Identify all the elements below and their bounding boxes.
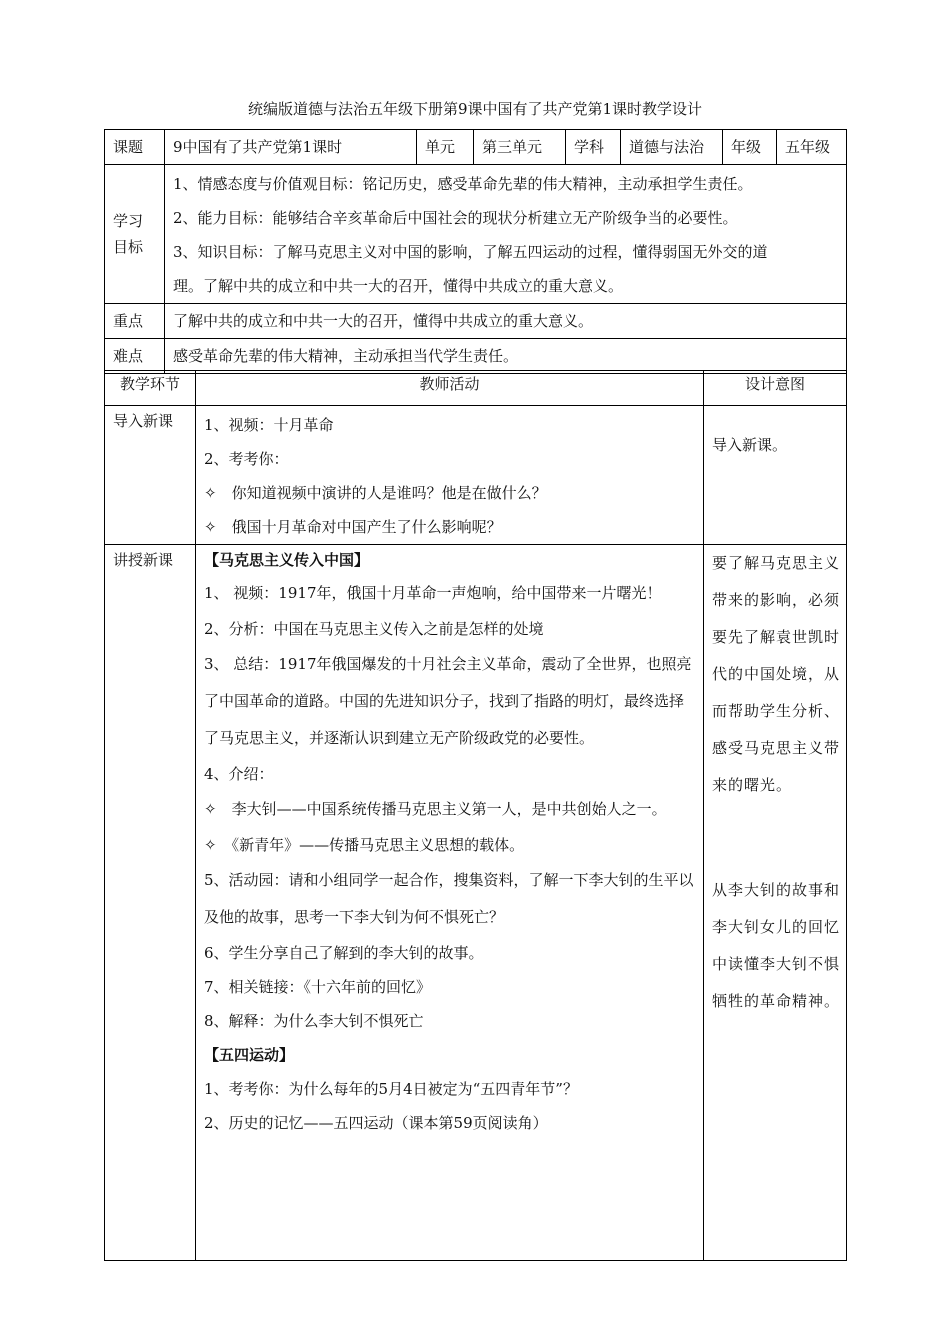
activity-item: 4、介绍：	[204, 765, 274, 783]
intent-lecture	[704, 545, 847, 1261]
activity-item: 8、解释：为什么李大钊不惧死亡	[204, 1012, 424, 1030]
subject-label: 学科	[566, 130, 621, 165]
activity-item: 7、相关链接：《十六年前的回忆》	[204, 978, 432, 996]
difficulty-value: 感受革命先辈的伟大精神，主动承担当代学生责任。	[165, 339, 847, 374]
activity-item: ✧ 你知道视频中演讲的人是谁吗？他是在做什么？	[204, 484, 547, 502]
activity-item: 2、分析：中国在马克思主义传入之前是怎样的处境	[204, 620, 544, 638]
lecture-row	[105, 545, 847, 1261]
unit-value: 第三单元	[474, 130, 566, 165]
activity-item: 3、 总结：1917年俄国爆发的十月社会主义革命，震动了全世界，也照亮了中国革命的道路。中国的先进知识分子，找到了指路的明灯，最终选择了马克思主义，并逐渐认识到建立无产阶级政党的必要性。	[204, 655, 692, 747]
activity-item: 1、考考你：为什么每年的5月4日被定为“五四青年节”？	[204, 1080, 578, 1098]
lesson-info-table	[104, 129, 847, 374]
topic-value: 9中国有了共产党第1课时	[165, 130, 417, 165]
stage-intro: 导入新课	[105, 406, 196, 545]
document-title: 统编版道德与法治五年级下册第9课中国有了共产党第1课时教学设计	[247, 100, 703, 118]
grade-label: 年级	[723, 130, 777, 165]
objective-item: 3、知识目标：了解马克思主义对中国的影响，了解五四运动的过程，懂得弱国无外交的道	[173, 243, 768, 261]
activity-item: 1、 视频：1917年，俄国十月革命一声炮响，给中国带来一片曙光！	[204, 584, 662, 602]
activity-item: 2、历史的记忆——五四运动（课本第59页阅读角）	[204, 1114, 548, 1132]
activity-item: ✧ 《新青年》——传播马克思主义思想的载体。	[204, 836, 525, 854]
activity-item: ✧ 李大钊——中国系统传播马克思主义第一人，是中共创始人之一。	[204, 800, 667, 818]
header-row	[105, 130, 847, 165]
key-point-value: 了解中共的成立和中共一大的召开，懂得中共成立的重大意义。	[165, 304, 847, 339]
unit-label: 单元	[417, 130, 474, 165]
intro-row	[105, 406, 847, 545]
teaching-process-table	[104, 370, 847, 1261]
objective-item: 2、能力目标：能够结合辛亥革命后中国社会的现状分析建立无产阶级争当的必要性。	[173, 209, 738, 227]
intent-intro: 导入新课。	[704, 406, 847, 545]
objective-item: 1、情感态度与价值观目标：铭记历史，感受革命先辈的伟大精神，主动承担学生责任。	[173, 175, 753, 193]
activity-item: 6、学生分享自己了解到的李大钊的故事。	[204, 944, 484, 962]
column-intent: 设计意图	[704, 371, 847, 406]
objectives-row	[105, 165, 847, 304]
column-activity: 教师活动	[196, 371, 704, 406]
activity-item: 1、视频：十月革命	[204, 416, 334, 434]
difficulty-label: 难点	[105, 339, 165, 374]
subject-value: 道德与法治	[621, 130, 723, 165]
intro-activities	[196, 406, 704, 545]
key-point-row	[105, 304, 847, 339]
objectives-label: 学习 目标	[105, 165, 165, 304]
objective-item: 理。了解中共的成立和中共一大的召开，懂得中共成立的重大意义。	[173, 277, 624, 295]
topic-label: 课题	[105, 130, 165, 165]
columns-header-row	[105, 371, 847, 406]
intent-text: 要了解马克思主义带来的影响，必须要先了解袁世凯时代的中国处境，从而帮助学生分析、感受马克思主义带来的曙光。	[712, 554, 841, 794]
objectives-content	[165, 165, 847, 304]
difficulty-row	[105, 339, 847, 374]
section-heading: 【马克思主义传入中国】	[204, 551, 370, 569]
grade-value: 五年级	[777, 130, 847, 165]
column-stage: 教学环节	[105, 371, 196, 406]
stage-lecture: 讲授新课	[105, 545, 196, 1261]
activity-item: 5、活动园：请和小组同学一起合作，搜集资料，了解一下李大钊的生平以及他的故事，思考一下李大钊为何不惧死亡？	[204, 871, 694, 926]
activity-item: ✧ 俄国十月革命对中国产生了什么影响呢？	[204, 518, 502, 536]
section-heading: 【五四运动】	[204, 1046, 295, 1064]
key-point-label: 重点	[105, 304, 165, 339]
activity-item: 2、考考你：	[204, 450, 289, 468]
intent-text: 从李大钊的故事和李大钊女儿的回忆中读懂李大钊不惧牺牲的革命精神。	[712, 881, 841, 1010]
lecture-activities	[196, 545, 704, 1261]
